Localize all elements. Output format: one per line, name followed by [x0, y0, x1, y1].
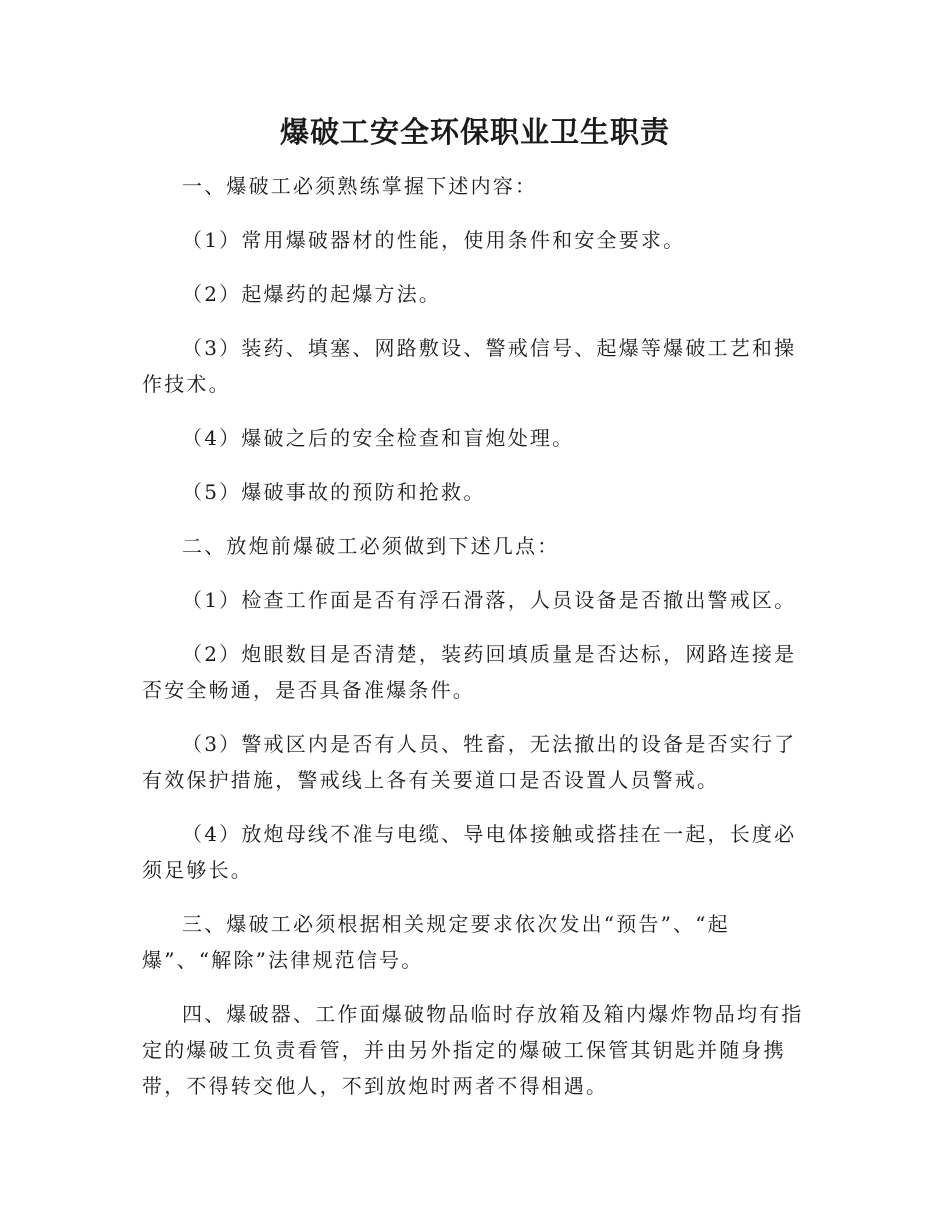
paragraph-section-4: 四、爆破器、工作面爆破物品临时存放箱及箱内爆炸物品均有指定的爆破工负责看管，并由另外指定的爆破工保管其钥匙并随身携带，不得转交他人，不到放炮时两者不得相遇。	[142, 1002, 804, 1098]
paragraph-1-5: （5）爆破事故的预防和抢救。	[182, 480, 486, 504]
document-body	[142, 168, 808, 1122]
paragraph-1-1: （1）常用爆破器材的性能，使用条件和安全要求。	[182, 228, 686, 252]
paragraph-2-2: （2）炮眼数目是否清楚，装药回填质量是否达标，网路连接是否安全畅通，是否具备准爆条件。	[142, 642, 797, 702]
paragraph-section-1-heading: 一、爆破工必须熟练掌握下述内容：	[182, 174, 538, 198]
paragraph-1-3: （3）装药、填塞、网路敷设、警戒信号、起爆等爆破工艺和操作技术。	[142, 336, 797, 396]
paragraph-section-3: 三、爆破工必须根据相关规定要求依次发出“预告”、“起爆”、“解除”法律规范信号。	[142, 912, 730, 972]
document-title: 爆破工安全环保职业卫生职责	[279, 115, 670, 149]
paragraph-1-2: （2）起爆药的起爆方法。	[182, 282, 442, 306]
paragraph-2-3: （3）警戒区内是否有人员、牲畜，无法撤出的设备是否实行了有效保护措施，警戒线上各有关要道口是否设置人员警戒。	[142, 732, 797, 792]
paragraph-2-1: （1）检查工作面是否有浮石滑落，人员设备是否撤出警戒区。	[182, 588, 797, 612]
paragraph-section-2-heading: 二、放炮前爆破工必须做到下述几点：	[182, 534, 560, 558]
paragraph-1-4: （4）爆破之后的安全检查和盲炮处理。	[182, 426, 575, 450]
paragraph-2-4: （4）放炮母线不准与电缆、导电体接触或搭挂在一起，长度必须足够长。	[142, 822, 797, 882]
